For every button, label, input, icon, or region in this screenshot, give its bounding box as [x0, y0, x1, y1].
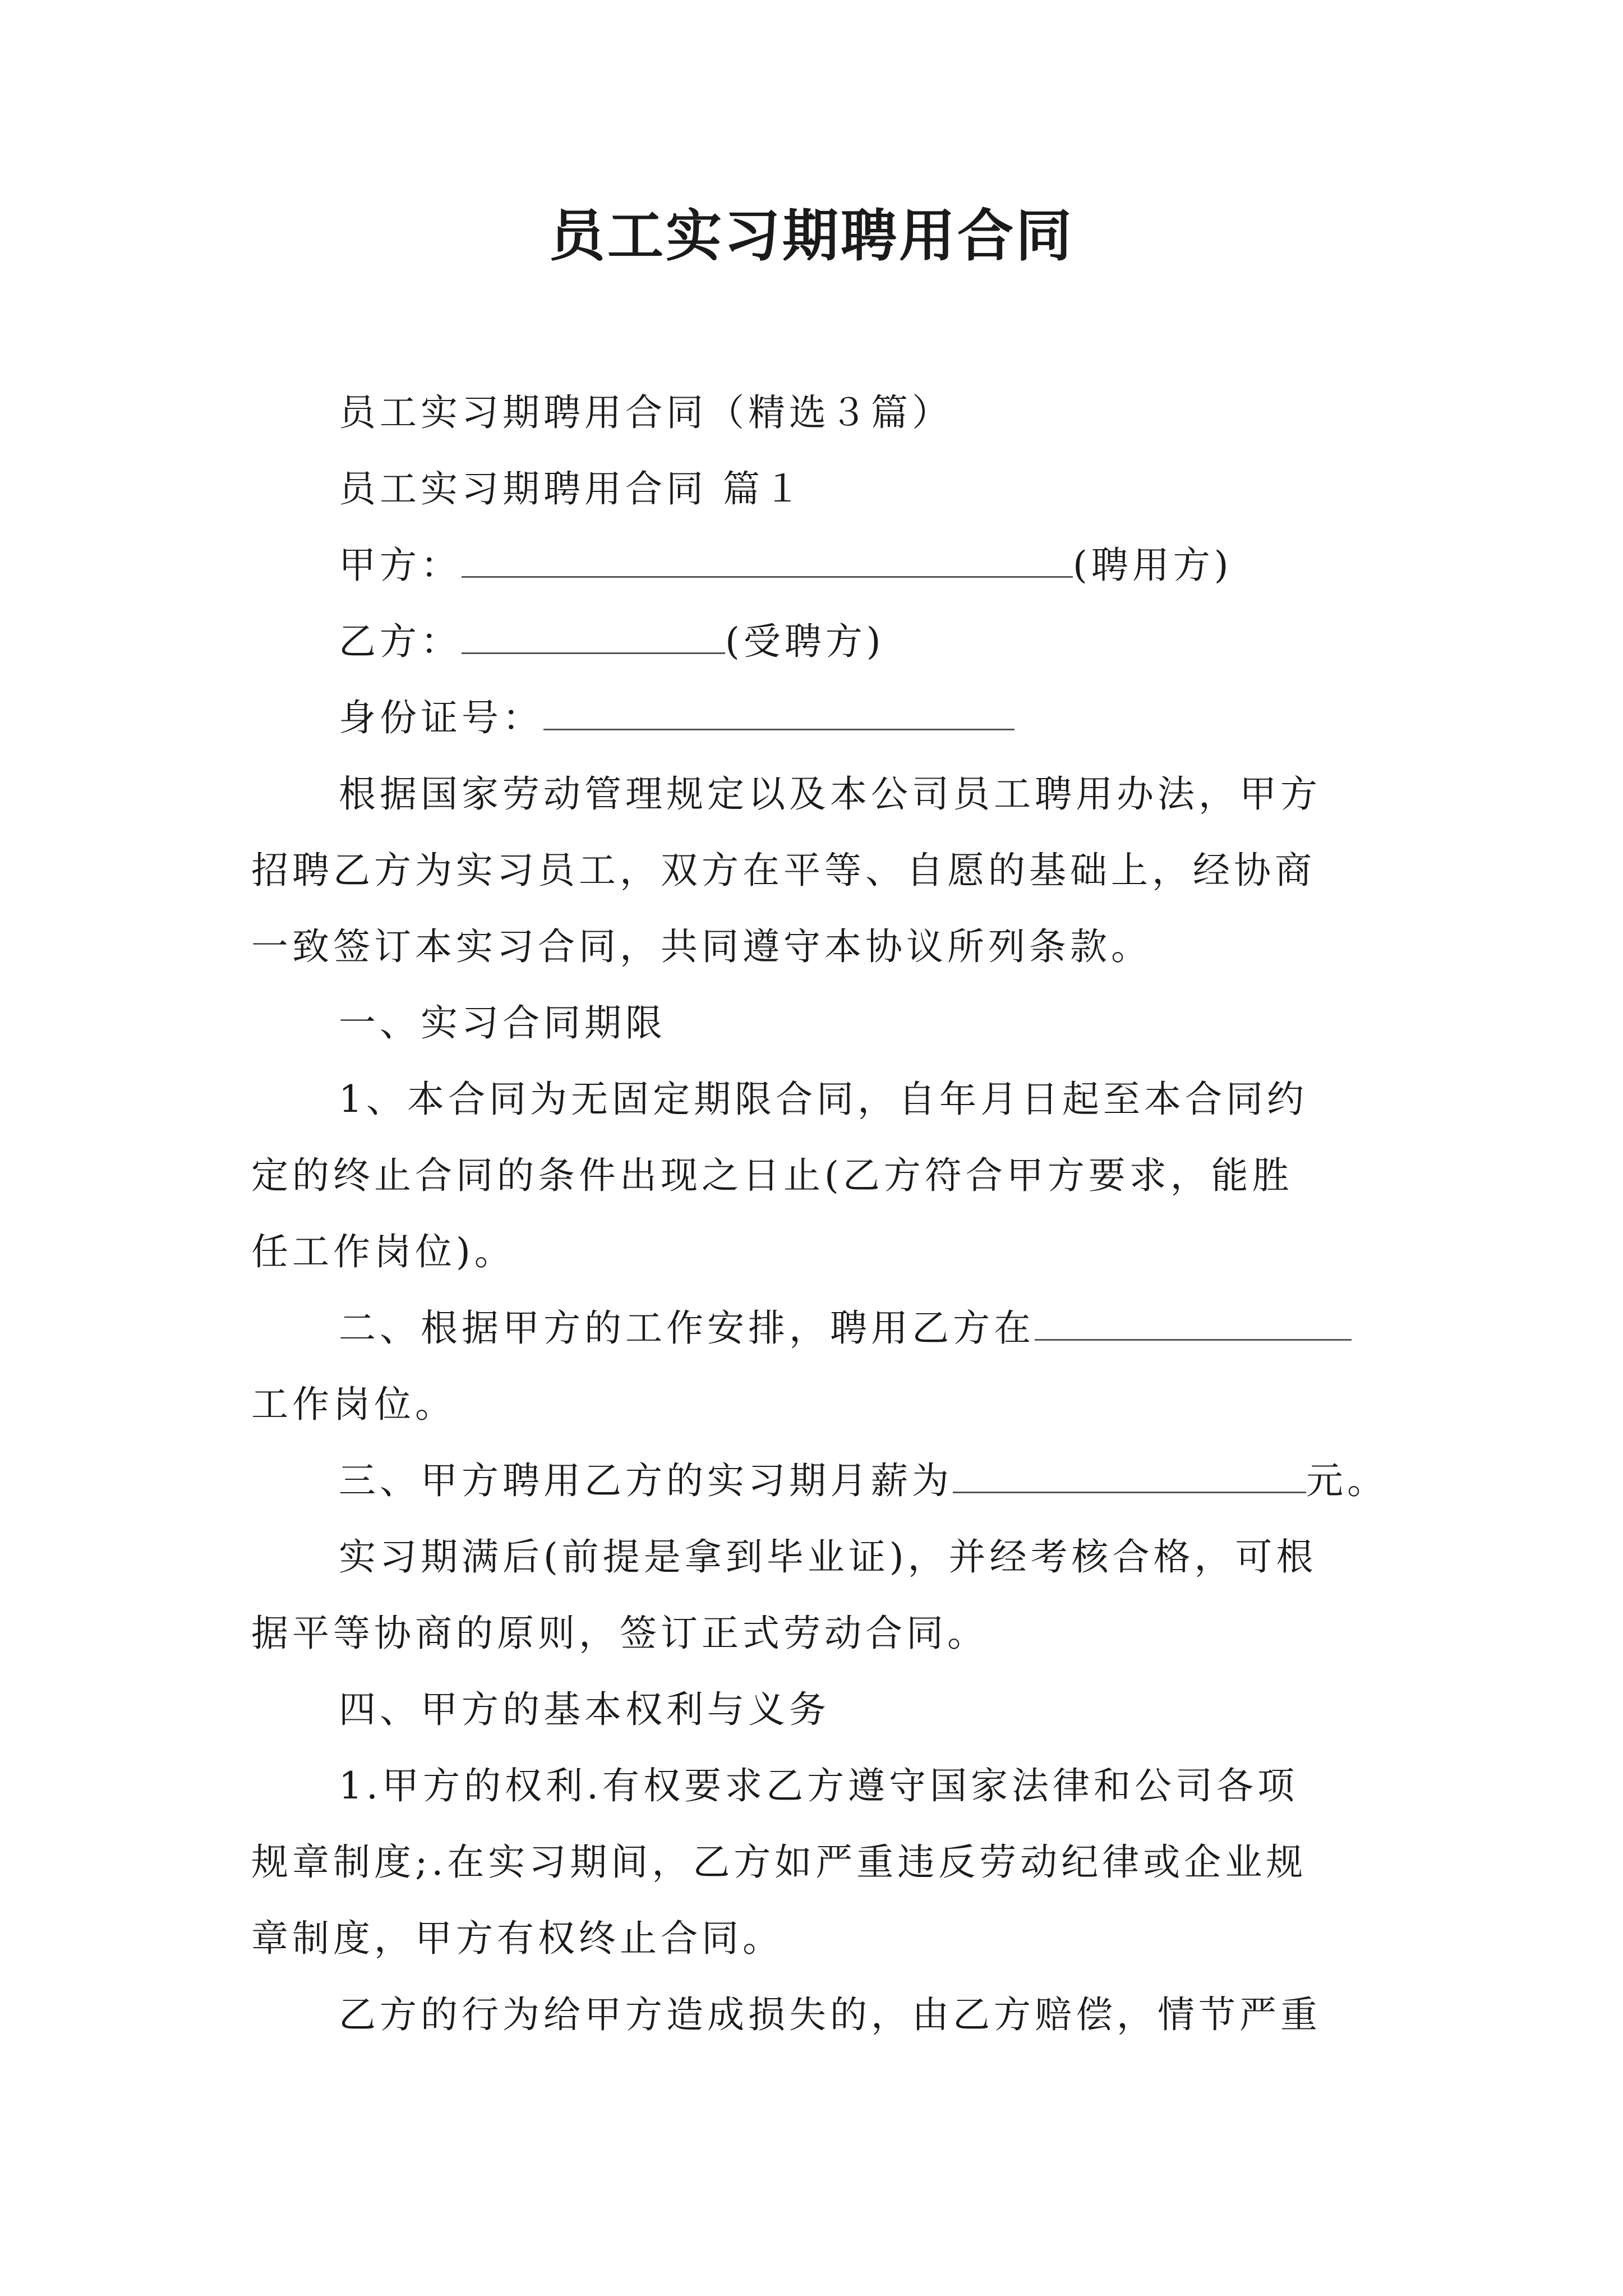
position-line: [251, 1290, 1373, 1366]
party-a-line: [251, 527, 1373, 604]
paragraph-line: 一致签订本实习合同，共同遵守本协议所列条款。: [251, 925, 1152, 968]
clause-heading: 一、实习合同期限: [339, 1001, 666, 1045]
paragraph-line: 规章制度;.在实习期间，乙方如严重违反劳动纪律或企业规: [251, 1841, 1307, 1884]
salary-blank: [953, 1458, 1306, 1493]
salary-line: [251, 1443, 1388, 1519]
party-b-label: 乙方：: [339, 620, 462, 663]
party-b-line: [251, 604, 1373, 680]
id-number-label: 身份证号：: [339, 696, 543, 739]
party-a-label: 甲方：: [339, 544, 462, 587]
party-b-role: (受聘方): [725, 620, 885, 663]
subtitle-line: 员工实习期聘用合同（精选３篇）: [339, 391, 953, 434]
paragraph-line: 章制度，甲方有权终止合同。: [251, 1917, 783, 1960]
party-b-blank: [462, 619, 725, 654]
paragraph-line: 乙方的行为给甲方造成损失的，由乙方赔偿，情节严重: [339, 1993, 1321, 2036]
paragraph-line: 1、本合同为无固定期限合同，自年月日起至本合同约: [339, 1078, 1308, 1121]
paragraph-line: 根据国家劳动管理规定以及本公司员工聘用办法，甲方: [339, 772, 1321, 816]
clause-heading: 四、甲方的基本权利与义务: [339, 1688, 830, 1731]
document-body: [251, 375, 1388, 2053]
position-text: 二、根据甲方的工作安排，聘用乙方在: [339, 1306, 1035, 1350]
paragraph-line: 1.甲方的权利.有权要求乙方遵守国家法律和公司各项: [339, 1764, 1298, 1807]
paragraph-line: 招聘乙方为实习员工，双方在平等、自愿的基础上，经协商: [251, 849, 1316, 892]
id-number-line: [251, 680, 1373, 756]
paragraph-line: 定的终止合同的条件出现之日止(乙方符合甲方要求，能胜: [251, 1154, 1293, 1197]
party-a-role: (聘用方): [1073, 544, 1233, 587]
id-number-blank: [543, 695, 1015, 730]
paragraph-line: 任工作岗位)。: [251, 1230, 515, 1273]
section-heading: 员工实习期聘用合同 篇１: [339, 467, 805, 510]
document-title: 员工实习期聘用合同: [549, 203, 1074, 269]
paragraph-line: 实习期满后(前提是拿到毕业证)，并经考核合格，可根: [339, 1535, 1317, 1579]
paragraph-line: 工作岗位。: [251, 1383, 456, 1426]
party-a-blank: [462, 542, 1073, 578]
paragraph-line: 据平等协商的原则，签订正式劳动合同。: [251, 1612, 988, 1655]
position-blank: [1035, 1305, 1352, 1341]
salary-text: 三、甲方聘用乙方的实习期月薪为: [339, 1459, 953, 1502]
salary-unit: 元。: [1306, 1459, 1388, 1502]
